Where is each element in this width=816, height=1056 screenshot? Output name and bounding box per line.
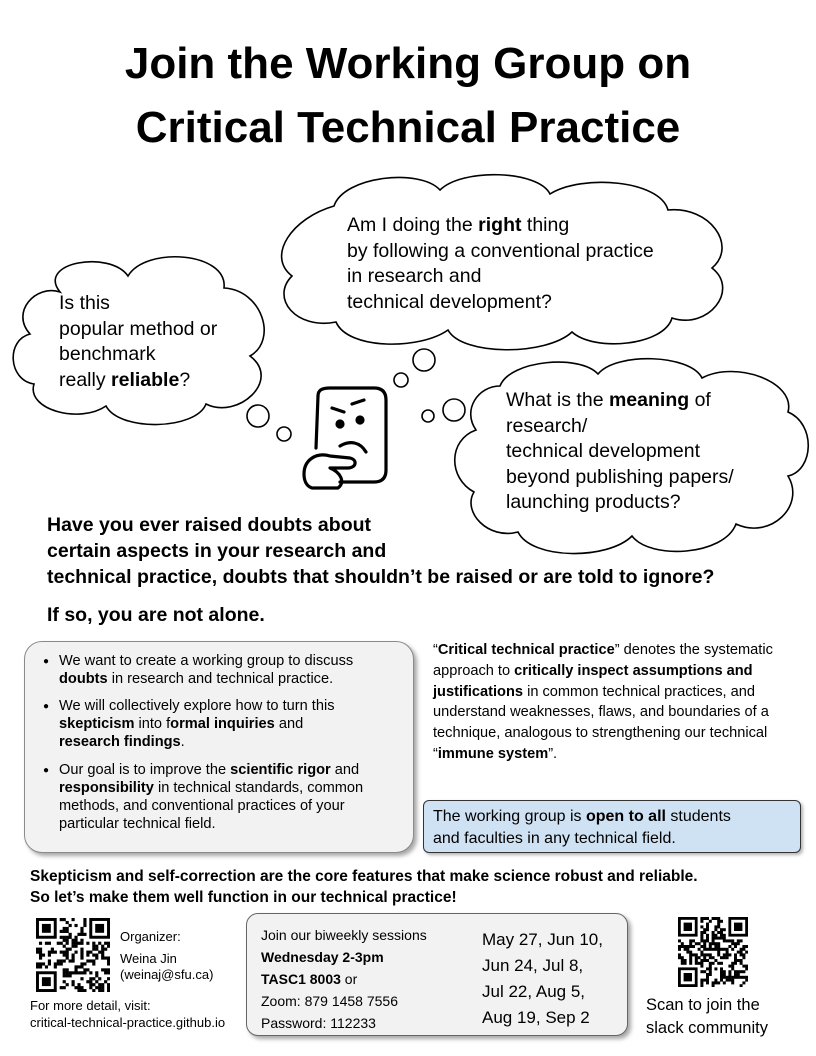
page-title-line-1: Join the Working Group on <box>124 39 692 88</box>
organizer-name: Weina Jin <box>120 951 177 966</box>
definition-text: in common technical practices, and understand weaknesses, flaws, and boundaries of a technique, analogous to strengthening our technical “ <box>433 683 769 762</box>
thinking-face-icon <box>304 388 386 488</box>
emphasis: scientific rigor <box>230 762 331 778</box>
zoom-password: Password: 112233 <box>261 1015 376 1031</box>
cloud-line: technical development? <box>347 290 552 313</box>
session-time: Wednesday 2-3pm <box>261 949 384 965</box>
emphasis: skepticism <box>59 716 135 732</box>
doubts-line: Have you ever raised doubts about <box>47 514 372 536</box>
emphasis: responsibility <box>59 780 154 796</box>
cloud-reliable-text <box>59 291 217 393</box>
cloud-line: thing <box>521 214 570 236</box>
date-line: May 27, Jun 10, <box>482 930 603 949</box>
cloud-line: technical development <box>506 440 701 462</box>
zoom-id: Zoom: 879 1458 7556 <box>261 993 398 1009</box>
goal-line: in technical standards, common <box>153 780 364 796</box>
slack-caption <box>646 994 768 1039</box>
cloud-line: Am I doing the <box>347 214 479 236</box>
cloud-line: launching products? <box>506 491 681 513</box>
open-to-all-box <box>423 800 801 853</box>
goal-line: and <box>330 762 360 778</box>
doubts-question <box>47 512 714 590</box>
footer-line: So let’s make them well function in our technical practice! <box>30 889 457 906</box>
goal-line: ● We will collectively explore how to turn this <box>59 698 335 714</box>
cloud-line: popular method or <box>59 317 218 340</box>
thought-bubble <box>443 399 465 421</box>
organizer-email[interactable]: (weinaj@sfu.ca) <box>120 967 214 982</box>
cloud-line: beyond publishing papers/ <box>506 465 734 488</box>
session-intro: Join our biweekly sessions <box>261 927 427 943</box>
footer-line: Skepticism and self-correction are the core features that make science robust and reliable. <box>30 868 698 885</box>
emphasis: research findings <box>59 734 181 750</box>
definition-text: ”. <box>548 745 558 762</box>
date-line: Jul 22, Aug 5, <box>482 982 586 1001</box>
goal-line: Our goal is to improve the <box>59 762 231 778</box>
cloud-line: benchmark <box>59 343 156 365</box>
emphasis: Critical technical practice <box>437 642 615 658</box>
goals-box <box>24 641 414 853</box>
open-text: The working group is <box>433 808 586 825</box>
thought-bubble <box>394 373 408 387</box>
goal-line: and <box>274 716 304 732</box>
session-room-suffix: or <box>340 971 358 987</box>
qr-code-icon[interactable] <box>678 917 748 987</box>
open-text: students <box>665 808 731 825</box>
emphasis: immune system <box>437 745 549 762</box>
open-text: and faculties in any technical field. <box>433 830 676 847</box>
page-title-line-2: Critical Technical Practice <box>135 103 681 152</box>
qr-code-icon[interactable] <box>36 918 110 992</box>
goal-line: particular technical field. <box>59 816 216 832</box>
thought-bubble <box>277 427 291 441</box>
goal-line: . <box>180 734 185 750</box>
cloud-line: ? <box>179 368 191 391</box>
cloud-line: in research and <box>347 265 482 287</box>
goal-item <box>59 761 399 833</box>
thought-bubble <box>413 349 435 371</box>
slack-line: slack community <box>646 1018 768 1037</box>
definition-paragraph <box>433 640 793 765</box>
cloud-line: Is this <box>59 292 110 314</box>
goal-line: methods, and conventional practices of your <box>59 798 345 814</box>
emphasis: open to all <box>585 808 666 825</box>
emphasis: critically inspect assumptions and justifications <box>433 662 753 700</box>
session-box <box>246 913 628 1036</box>
organizer-label: Organizer: <box>120 929 181 944</box>
cloud-line: of <box>689 389 711 411</box>
footer-message <box>30 866 698 908</box>
cloud-line: by following a conventional practice <box>347 239 654 262</box>
definition-text: ” denotes the systematic approach to <box>433 642 773 679</box>
website-link[interactable]: critical-technical-practice.github.io <box>30 1015 226 1030</box>
session-dates <box>482 927 603 1031</box>
emphasis: reliable <box>111 368 180 391</box>
cloud-meaning-text <box>506 388 734 516</box>
goal-item <box>59 652 399 688</box>
emphasis: doubts <box>59 671 108 687</box>
thought-bubble <box>247 405 269 427</box>
doubts-line: certain aspects in your research and <box>47 540 387 562</box>
cloud-line: What is the <box>506 389 609 411</box>
cloud-line: really <box>59 368 112 391</box>
goal-line: in research and technical practice. <box>107 671 334 687</box>
date-line: Aug 19, Sep 2 <box>482 1008 590 1027</box>
thought-bubble <box>422 410 434 422</box>
emphasis: ormal inquiries <box>170 716 275 732</box>
quote-mark: “ <box>433 642 438 658</box>
date-line: Jun 24, Jul 8, <box>482 956 584 975</box>
goal-line: into f <box>134 716 171 732</box>
cloud-right-text <box>347 213 654 315</box>
session-room: TASC1 8003 <box>261 971 341 987</box>
not-alone-heading: If so, you are not alone. <box>47 604 265 626</box>
cloud-line: research/ <box>506 414 588 437</box>
detail-label: For more detail, visit: <box>30 998 151 1013</box>
doubts-line: technical practice, doubts that shouldn’t be raised or are told to ignore? <box>47 566 715 588</box>
emphasis: right <box>478 214 522 236</box>
emphasis: meaning <box>608 389 690 411</box>
goal-line: ● We want to create a working group to discuss <box>59 653 354 669</box>
goal-item <box>59 697 399 751</box>
slack-line: Scan to join the <box>646 996 760 1014</box>
